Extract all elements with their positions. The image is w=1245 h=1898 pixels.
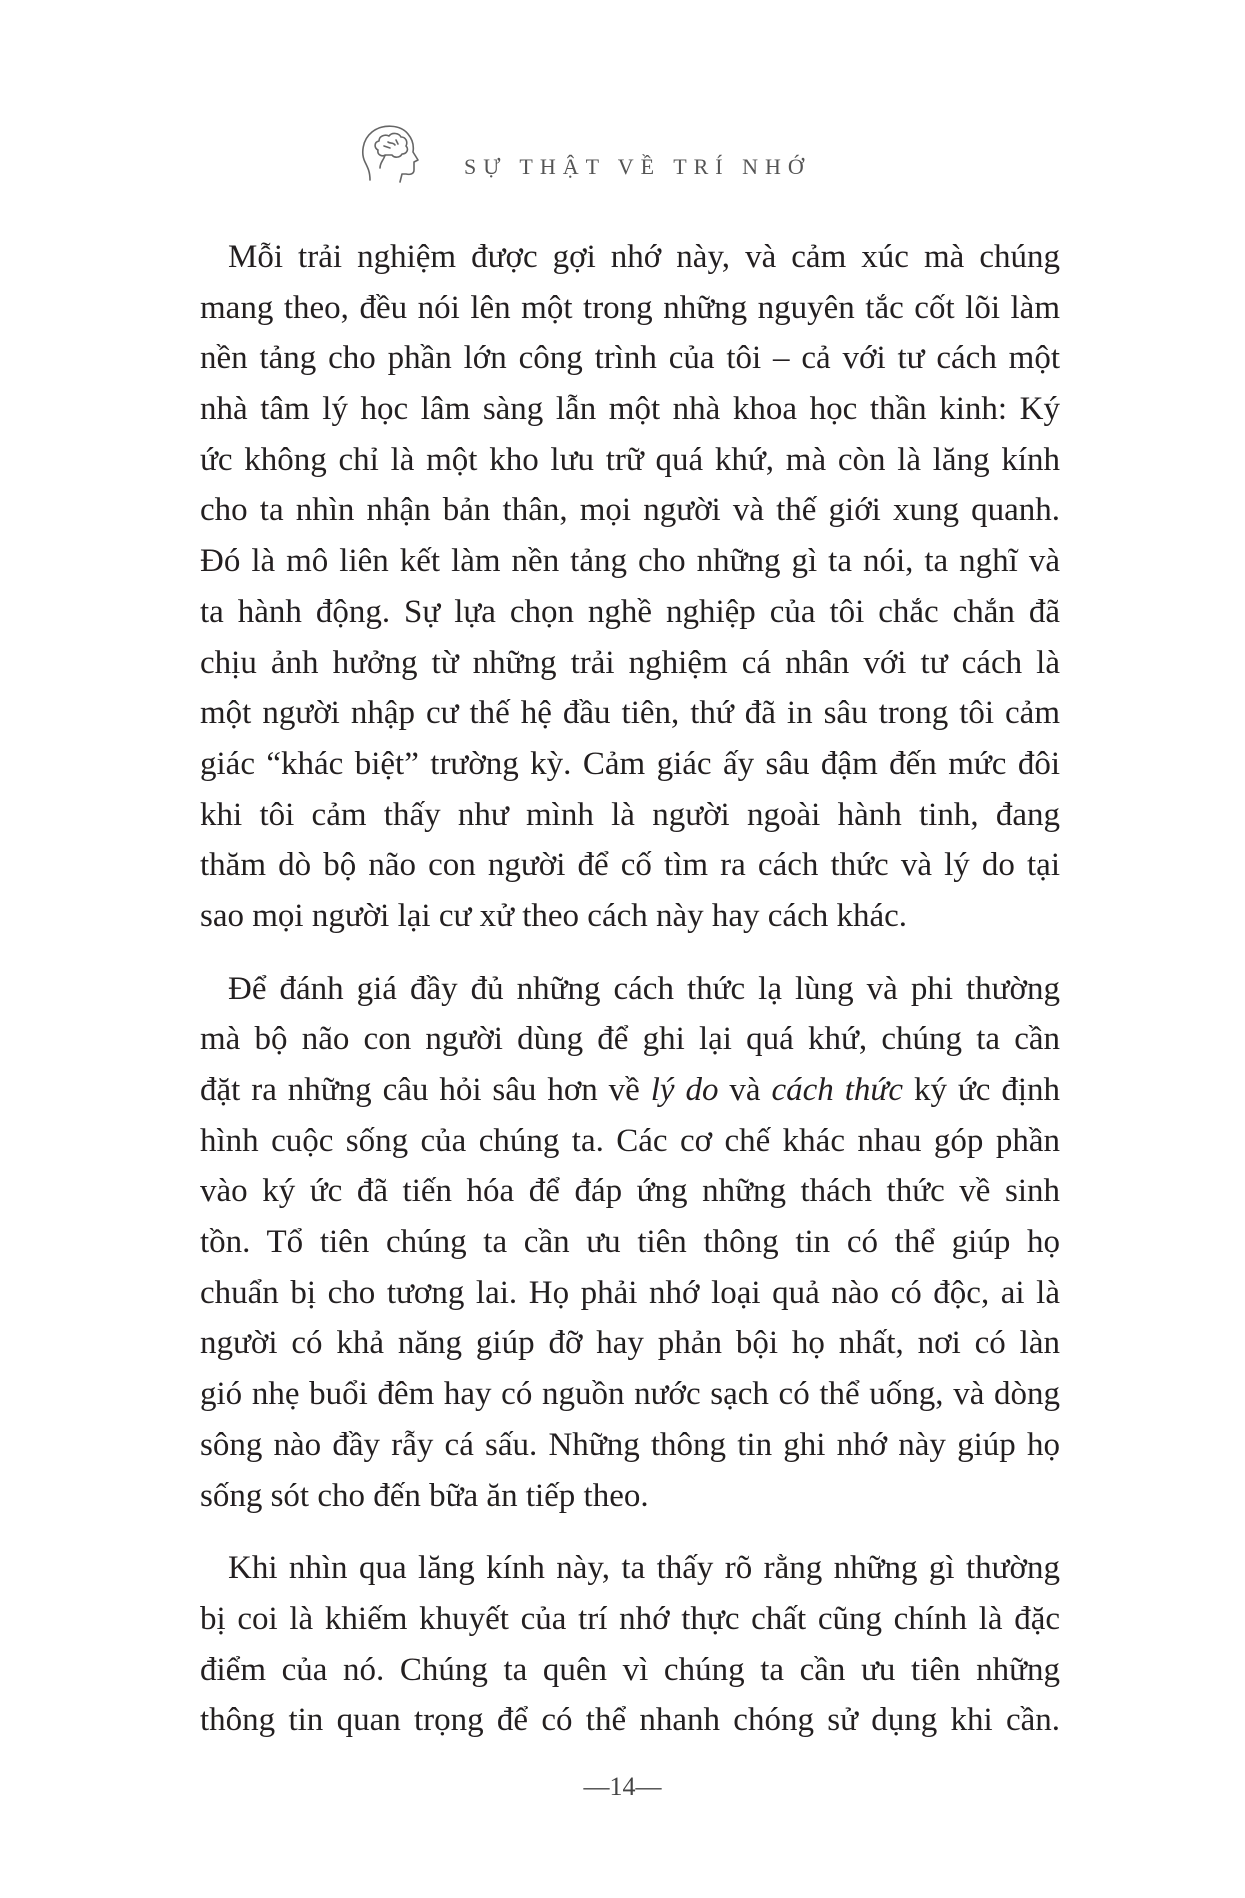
text-line: hình cuộc sống của chúng ta. Các cơ chế khác nhau góp phần bbox=[200, 1122, 1060, 1159]
text-line: Để đánh giá đầy đủ những cách thức lạ lùng và phi thường bbox=[228, 970, 1060, 1007]
text-segment: và bbox=[718, 1072, 772, 1108]
text-line: nhà tâm lý học lâm sàng lẫn một nhà khoa học thần kinh: Ký bbox=[200, 391, 1060, 428]
text-line: Mỗi trải nghiệm được gợi nhớ này, và cảm xúc mà chúng bbox=[228, 239, 1060, 275]
text-line: mang theo, đều nói lên một trong những nguyên tắc cốt lõi làm bbox=[200, 289, 1060, 326]
text-line: thăm dò bộ não con người để cố tìm ra cách thức và lý do tại bbox=[200, 847, 1060, 884]
text-line: bị coi là khiếm khuyết của trí nhớ thực chất cũng chính là đặc bbox=[200, 1600, 1060, 1637]
text-line: gió nhẹ buổi đêm hay có nguồn nước sạch có thể uống, và dòng bbox=[200, 1376, 1060, 1413]
emphasis-ly-do: lý do bbox=[650, 1072, 719, 1108]
paragraph-1 bbox=[200, 232, 1060, 942]
paragraph-3 bbox=[200, 1543, 1060, 1746]
text-line: sống sót cho đến bữa ăn tiếp theo. bbox=[200, 1477, 649, 1514]
running-title: SỰ THẬT VỀ TRÍ NHỚ bbox=[464, 154, 811, 179]
text-line: chịu ảnh hưởng từ những trải nghiệm cá nhân với tư cách là bbox=[200, 644, 1060, 681]
brain-head-icon bbox=[360, 120, 426, 186]
running-header bbox=[360, 120, 811, 186]
text-line: sao mọi người lại cư xử theo cách này hay cách khác. bbox=[200, 897, 908, 934]
text-line: điểm của nó. Chúng ta quên vì chúng ta cần ưu tiên những bbox=[200, 1651, 1060, 1688]
text-line: thông tin quan trọng để có thể nhanh chóng sử dụng khi cần. bbox=[200, 1702, 1060, 1739]
text-segment: đặt ra những câu hỏi sâu hơn về bbox=[200, 1072, 651, 1108]
text-line: nền tảng cho phần lớn công trình của tôi – cả với tư cách một bbox=[200, 340, 1060, 377]
emphasis-cach-thuc: cách thức bbox=[771, 1072, 904, 1108]
text-segment: ký ức định bbox=[903, 1072, 1061, 1108]
text-line: chuẩn bị cho tương lai. Họ phải nhớ loại quả nào có độc, ai là bbox=[200, 1274, 1060, 1311]
text-line-with-emphasis bbox=[200, 1065, 1060, 1116]
text-line: một người nhập cư thế hệ đầu tiên, thứ đã in sâu trong tôi cảm bbox=[200, 695, 1060, 732]
text-line: Khi nhìn qua lăng kính này, ta thấy rõ rằng những gì thường bbox=[228, 1550, 1060, 1587]
text-line: người có khả năng giúp đỡ hay phản bội họ nhất, nơi có làn bbox=[200, 1325, 1060, 1362]
text-line: giác “khác biệt” trường kỳ. Cảm giác ấy sâu đậm đến mức đôi bbox=[200, 745, 1060, 782]
text-line: mà bộ não con người dùng để ghi lại quá khứ, chúng ta cần bbox=[200, 1021, 1060, 1058]
text-line: vào ký ức đã tiến hóa để đáp ứng những thách thức về sinh bbox=[200, 1173, 1060, 1210]
text-line: sông nào đầy rẫy cá sấu. Những thông tin ghi nhớ này giúp họ bbox=[200, 1426, 1060, 1463]
text-line: Đó là mô liên kết làm nền tảng cho những gì ta nói, ta nghĩ và bbox=[200, 543, 1060, 580]
page-number: —14— bbox=[583, 1772, 662, 1801]
text-line: khi tôi cảm thấy như mình là người ngoài hành tinh, đang bbox=[200, 796, 1060, 833]
text-line: ta hành động. Sự lựa chọn nghề nghiệp của tôi chắc chắn đã bbox=[200, 593, 1060, 630]
text-line: cho ta nhìn nhận bản thân, mọi người và thế giới xung quanh. bbox=[200, 492, 1060, 529]
text-line: ức không chỉ là một kho lưu trữ quá khứ, mà còn là lăng kính bbox=[200, 441, 1060, 478]
paragraph-2 bbox=[200, 964, 1060, 1522]
body-text bbox=[200, 232, 1060, 1768]
text-line: tồn. Tổ tiên chúng ta cần ưu tiên thông tin có thể giúp họ bbox=[200, 1224, 1060, 1261]
